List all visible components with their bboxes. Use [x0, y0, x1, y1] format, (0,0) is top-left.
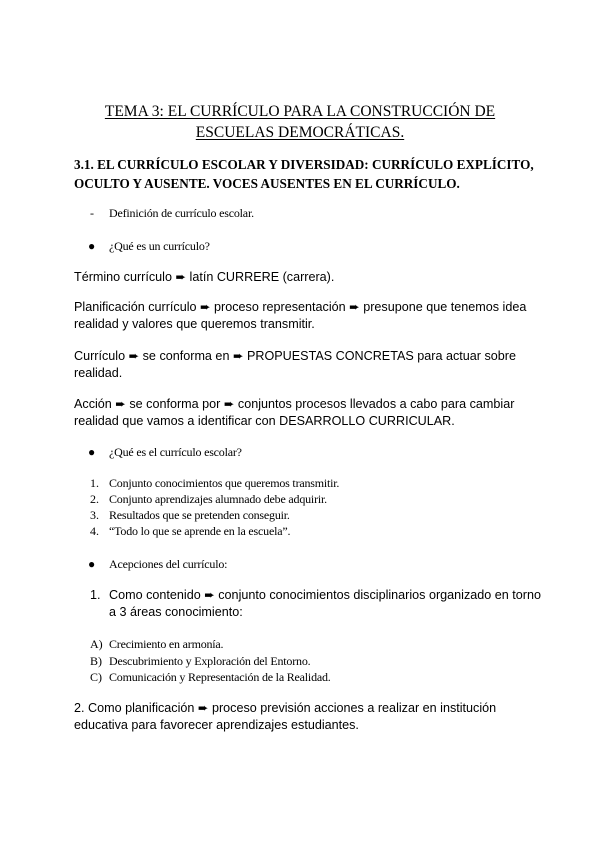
acepcion-contenido-line-2: a 3 áreas conocimiento:: [109, 605, 243, 619]
paragraph-curriculo-line-1: Currículo ➨ se conforma en ➨ PROPUESTAS CONCRETAS para actuar sobre: [74, 349, 516, 363]
paragraph-termino: Término currículo ➨ latín CURRERE (carrera).: [74, 270, 335, 284]
paragraph-planificacion-acepcion-line-1: 2. Como planificación ➨ proceso previsión acciones a realizar en institución: [74, 701, 497, 715]
title-line-2: ESCUELAS DEMOCRÁTICAS.: [195, 124, 405, 141]
paragraph-accion-line-1: Acción ➨ se conforma por ➨ conjuntos procesos llevados a cabo para cambiar: [74, 397, 515, 411]
list-item: Resultados que se pretenden conseguir.: [109, 508, 290, 522]
document-title: [60, 101, 540, 143]
paragraph-curriculo-line-2: realidad.: [74, 366, 123, 380]
paragraph-accion-line-2: realidad que vamos a identificar con DESARROLLO CURRICULAR.: [74, 414, 455, 428]
bullet-marker: ●: [88, 445, 96, 459]
dash-item: Definición de currículo escolar.: [109, 206, 254, 220]
paragraph-planificacion-line-2: realidad y valores que queremos transmitir.: [74, 317, 315, 331]
list-number: 4.: [90, 524, 99, 538]
paragraph-planificacion: [74, 299, 544, 333]
paragraph-planificacion-acepcion-line-2: educativa para favorecer aprendizajes estudiantes.: [74, 718, 359, 732]
list-number: 1.: [90, 476, 99, 490]
bullet-item-que-es-curriculo: ¿Qué es un currículo?: [109, 239, 210, 253]
list-item: Conjunto aprendizajes alumnado debe adquirir.: [109, 492, 327, 506]
acepcion-contenido: [109, 587, 549, 621]
area-letter: B): [90, 654, 102, 668]
list-item: “Todo lo que se aprende en la escuela”.: [109, 524, 291, 538]
list-number: 3.: [90, 508, 99, 522]
paragraph-curriculo: [74, 348, 544, 382]
bullet-marker: ●: [88, 557, 96, 571]
area-letter: A): [90, 637, 103, 651]
bullet-item-curriculo-escolar: ¿Qué es el currículo escolar?: [109, 445, 242, 459]
section-heading-line-1: 3.1. EL CURRÍCULO ESCOLAR Y DIVERSIDAD: CURRÍCULO EXPLÍCITO,: [74, 157, 534, 172]
area-item: Crecimiento en armonía.: [109, 637, 224, 651]
bullet-marker: ●: [88, 239, 96, 253]
paragraph-planificacion-line-1: Planificación currículo ➨ proceso representación ➨ presupone que tenemos idea: [74, 300, 527, 314]
area-item: Comunicación y Representación de la Realidad.: [109, 670, 331, 684]
section-heading-line-2: OCULTO Y AUSENTE. VOCES AUSENTES EN EL CURRÍCULO.: [74, 176, 460, 191]
bullet-item-acepciones: Acepciones del currículo:: [109, 557, 228, 571]
area-item: Descubrimiento y Exploración del Entorno.: [109, 654, 311, 668]
paragraph-accion: [74, 396, 544, 430]
area-letter: C): [90, 670, 102, 684]
acepcion-number: 1.: [90, 588, 101, 602]
acepcion-contenido-line-1: Como contenido ➨ conjunto conocimientos disciplinarios organizado en torno: [109, 588, 541, 602]
list-number: 2.: [90, 492, 99, 506]
dash-marker: -: [90, 206, 94, 220]
list-item: Conjunto conocimientos que queremos transmitir.: [109, 476, 340, 490]
paragraph-planificacion-acepcion: [74, 700, 544, 734]
title-line-1: TEMA 3: EL CURRÍCULO PARA LA CONSTRUCCIÓN DE: [104, 103, 496, 120]
section-heading: [74, 155, 544, 193]
